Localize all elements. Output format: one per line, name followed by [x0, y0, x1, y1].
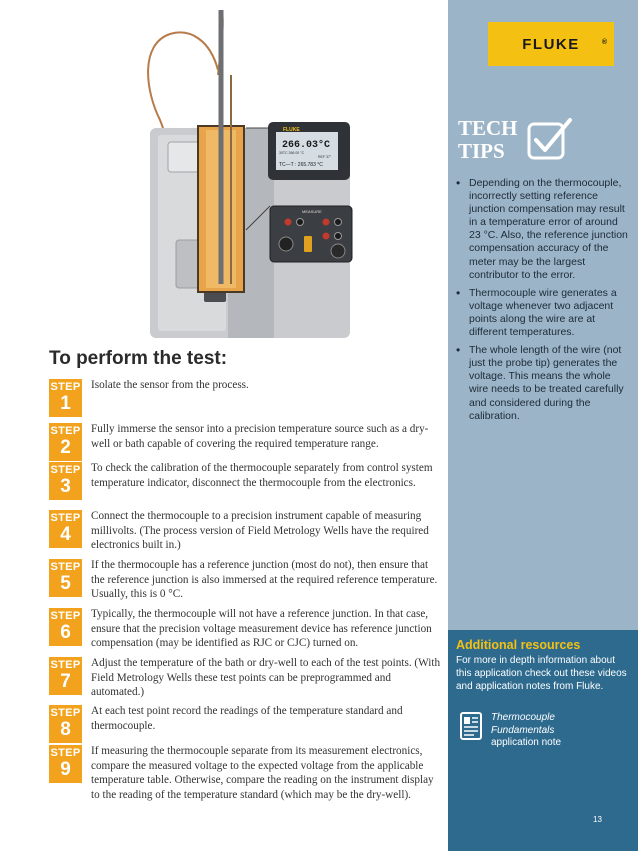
- tech-tips-line2: TIPS: [458, 139, 505, 163]
- step-badge: [49, 510, 82, 548]
- step-word: STEP: [50, 561, 81, 573]
- step-badge: [49, 379, 82, 417]
- step-number: 9: [60, 759, 71, 780]
- dry-well-illustration: [0, 0, 448, 345]
- step-badge: [49, 462, 82, 500]
- display-sub-right: REF 37°: [318, 155, 332, 159]
- step-number: 8: [60, 719, 71, 740]
- tip-item: • Thermocouple wire generates a voltage whenever two adjacent points along the wire are at different temperatures.: [456, 287, 628, 339]
- display-sub-left: 30TC 266.00 °C: [279, 151, 305, 155]
- step-badge: [49, 705, 82, 743]
- thermocouple-fundamentals-link[interactable]: [491, 712, 611, 750]
- step-badge: [49, 657, 82, 695]
- display-reading: 266.03°C: [282, 140, 331, 151]
- tech-tips-line1: TECH: [458, 116, 518, 140]
- measure-panel-label: MEASURE: [302, 209, 322, 214]
- tc-connector-icon: [304, 236, 312, 252]
- step-number: 2: [60, 437, 71, 458]
- step-badge: [49, 559, 82, 597]
- step-text: If the thermocouple has a reference junction (most do not), then ensure that the reference junction is also immersed at the required reference temperature. Usually, this is 0 °C.: [91, 559, 438, 601]
- tech-tips-list: [456, 177, 628, 428]
- step-word: STEP: [50, 381, 81, 393]
- step-text: Adjust the temperature of the bath or dry-well to each of the test points. (With Field Metrology Wells these test points can be preprogrammed and automated.): [91, 657, 441, 699]
- logo-registered-mark: ®: [601, 39, 607, 46]
- jack-6-icon: [335, 233, 342, 240]
- resource-link-subtitle: application note: [491, 737, 562, 749]
- step-number: 1: [60, 393, 71, 414]
- jack-5-icon: [323, 233, 330, 240]
- logo-text: FLUKE: [522, 35, 580, 53]
- step-word: STEP: [50, 512, 81, 524]
- resources-title: Additional resources: [456, 638, 581, 652]
- resources-description: For more in depth information about this application check out these videos and application notes from Fluke.: [456, 655, 627, 693]
- step-word: STEP: [50, 610, 81, 622]
- step-text: Fully immerse the sensor into a precision temperature source such as a dry-well or bath capable of covering the required temperature range.: [91, 423, 429, 450]
- procedure-title: To perform the test:: [49, 348, 228, 369]
- step-text: At each test point record the readings of the temperature standard and thermocouple.: [91, 705, 403, 732]
- jack-1-icon: [285, 219, 292, 226]
- document-icon: [460, 712, 482, 740]
- step-badge: [49, 423, 82, 461]
- step-number: 5: [60, 573, 71, 594]
- step-word: STEP: [50, 464, 81, 476]
- tech-tips-heading: [458, 117, 528, 163]
- jack-3-icon: [323, 219, 330, 226]
- round-connector-icon: [279, 237, 293, 251]
- tip-item: • Depending on the thermocouple, incorrectly setting reference junction compensation may result in a temperature error of around 23 °C. Also, the reference junction compensation accuracy of the meter may be the largest contributor to the error.: [456, 177, 628, 282]
- step-word: STEP: [50, 425, 81, 437]
- step-number: 6: [60, 622, 71, 643]
- resource-link-title[interactable]: Thermocouple Fundamentals: [491, 712, 555, 736]
- step-badge: [49, 745, 82, 783]
- display-brand: FLUKE: [283, 127, 300, 133]
- display-line2: TC—T : 265.783 °C: [279, 162, 323, 168]
- large-connector-icon: [331, 244, 345, 258]
- jack-4-icon: [335, 219, 342, 226]
- step-badge: [49, 608, 82, 646]
- step-text: Typically, the thermocouple will not have a reference junction. In that case, ensure that the precision voltage measurement device has reference junction compensation (may be identified as RJC or CJC) turned on.: [91, 608, 432, 650]
- step-word: STEP: [50, 707, 81, 719]
- checkbox-check-icon: [526, 116, 576, 166]
- fluke-logo: [488, 22, 614, 66]
- step-text: To check the calibration of the thermocouple separately from control system temperature indicator, disconnect the thermocouple from the electronics.: [91, 462, 433, 489]
- step-text: Isolate the sensor from the process.: [91, 379, 249, 391]
- step-text: Connect the thermocouple to a precision instrument capable of measuring millivolts. (The process version of Field Metrology Wells have the required electronics built in.): [91, 510, 429, 552]
- step-word: STEP: [50, 659, 81, 671]
- step-word: STEP: [50, 747, 81, 759]
- step-number: 4: [60, 524, 71, 545]
- jack-2-icon: [297, 219, 304, 226]
- step-number: 7: [60, 671, 71, 692]
- step-number: 3: [60, 476, 71, 497]
- tip-item: • The whole length of the wire (not just the probe tip) generates the voltage. This means the whole wire needs to be treated carefully and considered during the calibration.: [456, 344, 628, 423]
- step-text: If measuring the thermocouple separate from its measurement electronics, compare the measured voltage to the expected voltage from the applicable temperature table. Otherwise, compare the reading on the instrument display to the reading of the temperature standard (which may be the dry-well).: [91, 745, 434, 801]
- page-number: 13: [593, 815, 602, 824]
